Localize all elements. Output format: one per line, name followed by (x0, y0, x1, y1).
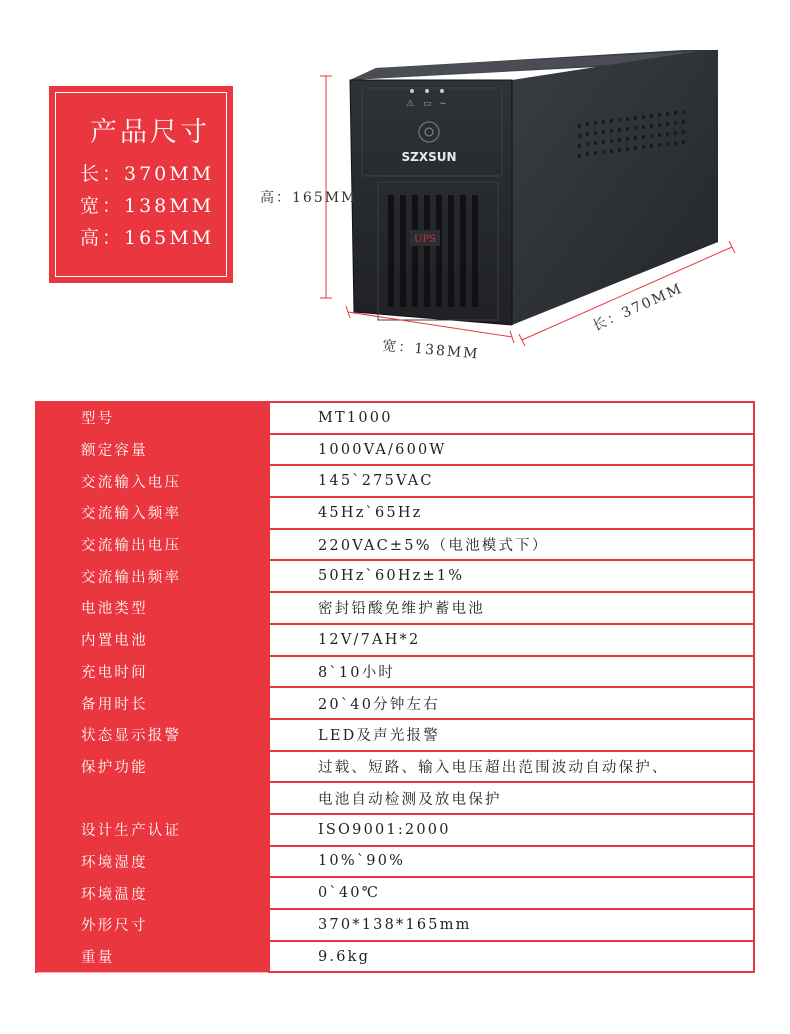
spec-row (36, 846, 754, 878)
ups-front-face (350, 80, 512, 325)
spec-key (36, 782, 269, 814)
spec-key: 备用时长 (36, 687, 269, 719)
spec-row (36, 656, 754, 688)
spec-key: 保护功能 (36, 751, 269, 783)
spec-value: 电池自动检测及放电保护 (269, 782, 754, 814)
spec-row (36, 465, 754, 497)
spec-key: 额定容量 (36, 434, 269, 466)
spec-value: 10%`90% (269, 846, 754, 878)
spec-value: 220VAC±5%（电池模式下） (269, 529, 754, 561)
spec-key: 交流输入电压 (36, 465, 269, 497)
dimensions-title: 产品尺寸 (90, 117, 210, 148)
spec-table (35, 401, 755, 973)
dimension-height: 高：165MM (80, 227, 215, 249)
spec-key: 型号 (36, 402, 269, 434)
spec-row (36, 529, 754, 561)
ups-product-image (240, 50, 760, 370)
spec-key: 设计生产认证 (36, 814, 269, 846)
spec-key: 交流输出电压 (36, 529, 269, 561)
ups-side-face (512, 50, 718, 325)
spec-row (36, 877, 754, 909)
indicator-battery-icon: ▭ (423, 99, 432, 109)
spec-row (36, 592, 754, 624)
spec-value: 9.6kg (269, 941, 754, 973)
spec-row (36, 402, 754, 434)
spec-row (36, 497, 754, 529)
spec-row (36, 814, 754, 846)
spec-key: 状态显示报警 (36, 719, 269, 751)
spec-key: 电池类型 (36, 592, 269, 624)
spec-value: 50Hz`60Hz±1% (269, 560, 754, 592)
spec-row (36, 560, 754, 592)
spec-row (36, 434, 754, 466)
spec-row (36, 719, 754, 751)
spec-row (36, 687, 754, 719)
spec-value: 20`40分钟左右 (269, 687, 754, 719)
spec-row (36, 782, 754, 814)
spec-key: 环境湿度 (36, 846, 269, 878)
spec-value: 过载、短路、输入电压超出范围波动自动保护、 (269, 751, 754, 783)
spec-key: 环境温度 (36, 877, 269, 909)
ups-badge: UPS (413, 234, 437, 245)
spec-row (36, 624, 754, 656)
spec-value: LED及声光报警 (269, 719, 754, 751)
dimension-width: 宽：138MM (80, 195, 215, 217)
spec-key: 内置电池 (36, 624, 269, 656)
width-label: 宽：138MM (381, 338, 481, 363)
spec-value: 12V/7AH*2 (269, 624, 754, 656)
spec-key: 外形尺寸 (36, 909, 269, 941)
spec-row (36, 941, 754, 973)
spec-row (36, 909, 754, 941)
spec-value: 1000VA/600W (269, 434, 754, 466)
spec-value: 8`10小时 (269, 656, 754, 688)
height-label: 高：165MM (260, 190, 358, 206)
indicator-ac-icon: ~ (439, 99, 447, 109)
spec-value: 0`40℃ (269, 877, 754, 909)
spec-value: ISO9001:2000 (269, 814, 754, 846)
spec-value: 145`275VAC (269, 465, 754, 497)
spec-value: 45Hz`65Hz (269, 497, 754, 529)
dimensions-box (49, 86, 233, 283)
spec-value: MT1000 (269, 402, 754, 434)
power-button[interactable] (419, 122, 439, 142)
spec-key: 交流输出频率 (36, 560, 269, 592)
spec-key: 交流输入频率 (36, 497, 269, 529)
dimensions-box-inner (55, 92, 227, 277)
spec-row (36, 751, 754, 783)
indicator-warning-icon: ⚠ (406, 99, 415, 109)
brand-logo: SZXSUN (401, 150, 457, 164)
spec-key: 充电时间 (36, 656, 269, 688)
spec-key: 重量 (36, 941, 269, 973)
spec-value: 370*138*165mm (269, 909, 754, 941)
dimension-length: 长：370MM (80, 163, 215, 185)
length-label: 长：370MM (590, 280, 686, 335)
spec-value: 密封铅酸免维护蓄电池 (269, 592, 754, 624)
